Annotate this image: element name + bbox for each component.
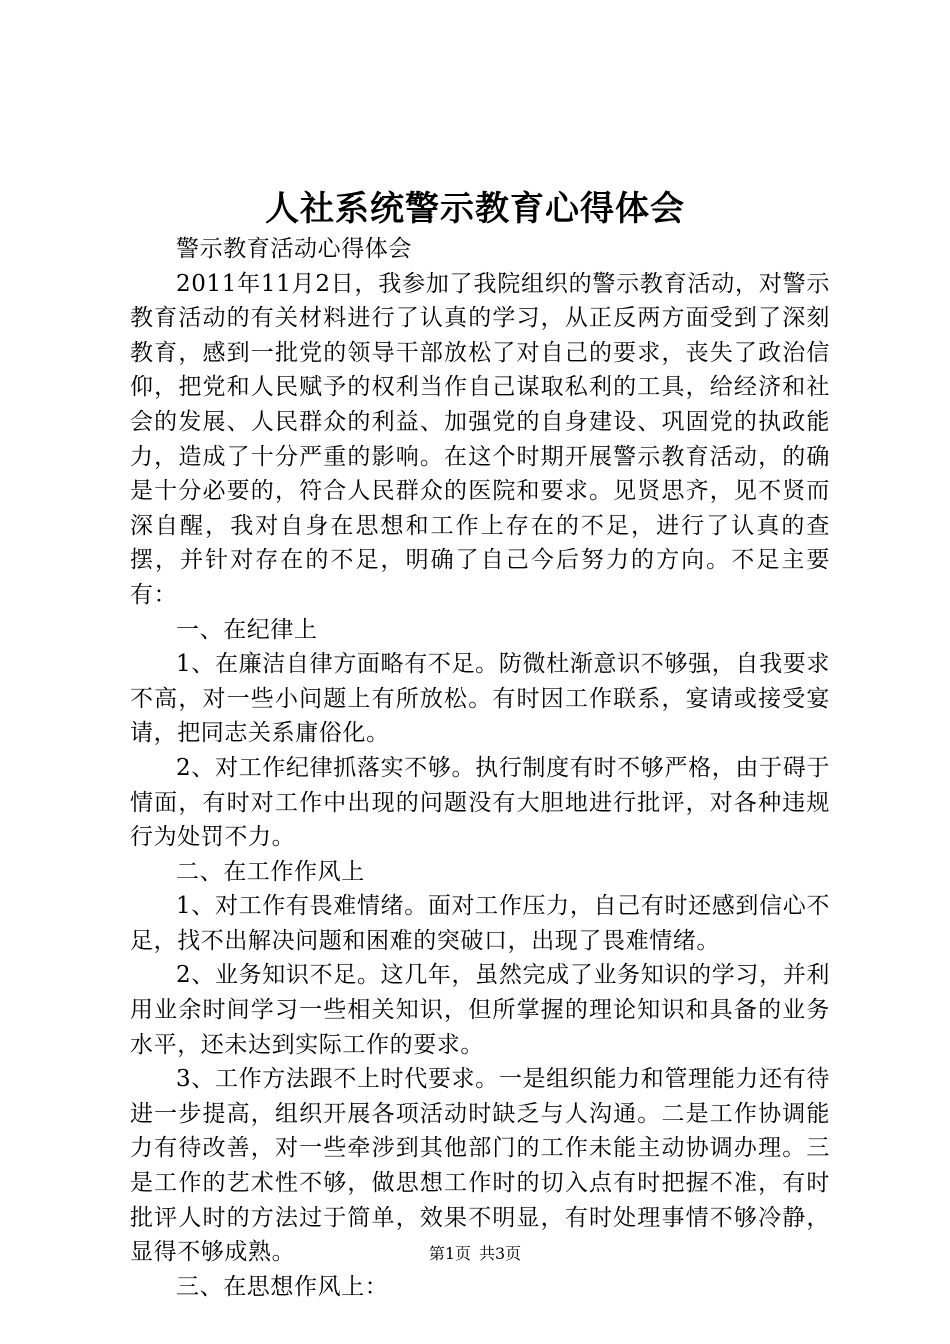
paragraph: 2、业务知识不足。这几年，虽然完成了业务知识的学习，并利用业余时间学习一些相关知识，但所掌握的理论知识和具备的业务水平，还未达到实际工作的要求。: [130, 962, 830, 1058]
page-footer: [0, 1242, 950, 1266]
subtitle-paragraph: 警示教育活动心得体会: [176, 236, 412, 262]
section-heading-discipline: 一、在纪律上: [176, 616, 318, 643]
section-heading-work-style: 二、在工作作风上: [176, 858, 365, 885]
document-title: 人社系统警示教育心得体会: [265, 189, 685, 229]
paragraph: 2、对工作纪律抓落实不够。执行制度有时不够严格，由于碍于情面，有时对工作中出现的问题没有大胆地进行批评，对各种违规行为处罚不力。: [130, 754, 830, 851]
paragraph: 1、在廉洁自律方面略有不足。防微杜渐意识不够强，自我要求不高，对一些小问题上有所放松。有时因工作联系，宴请或接受宴请，把同志关系庸俗化。: [130, 651, 830, 747]
page-number: 第1页: [428, 1244, 471, 1263]
page-total: 共3页: [479, 1244, 522, 1263]
paragraph: 3、工作方法跟不上时代要求。一是组织能力和管理能力还有待进一步提高，组织开展各项活动时缺乏与人沟通。二是工作协调能力有待改善，对一些牵涉到其他部门的工作未能主动协调办理。三是工作的艺术性不够，做思想工作时的切入点有时把握不准，有时批评人时的方法过于简单，效果不明显，有时处理事情不够冷静，显得不够成熟。: [130, 1066, 830, 1266]
intro-paragraph: 2011年11月2日，我参加了我院组织的警示教育活动，对警示教育活动的有关材料进行了认真的学习，从正反两方面受到了深刻教育，感到一批党的领导干部放松了对自己的要求，丧失了政治信仰，把党和人民赋予的权利当作自己谋取私利的工具，给经济和社会的发展、人民群众的利益、加强党的自身建设、巩固党的执政能力，造成了十分严重的影响。在这个时期开展警示教育活动，的确是十分必要的，符合人民群众的医院和要求。见贤思齐，见不贤而深自醒，我对自身在思想和工作上存在的不足，进行了认真的查摆，并针对存在的不足，明确了自己今后努力的方向。不足主要有：: [130, 270, 830, 608]
document-body: [130, 232, 830, 1304]
section-heading-thought-style: 三、在思想作风上：: [176, 1273, 389, 1300]
paragraph: 1、对工作有畏难情绪。面对工作压力，自己有时还感到信心不足，找不出解决问题和困难的突破口，出现了畏难情绪。: [130, 893, 830, 954]
